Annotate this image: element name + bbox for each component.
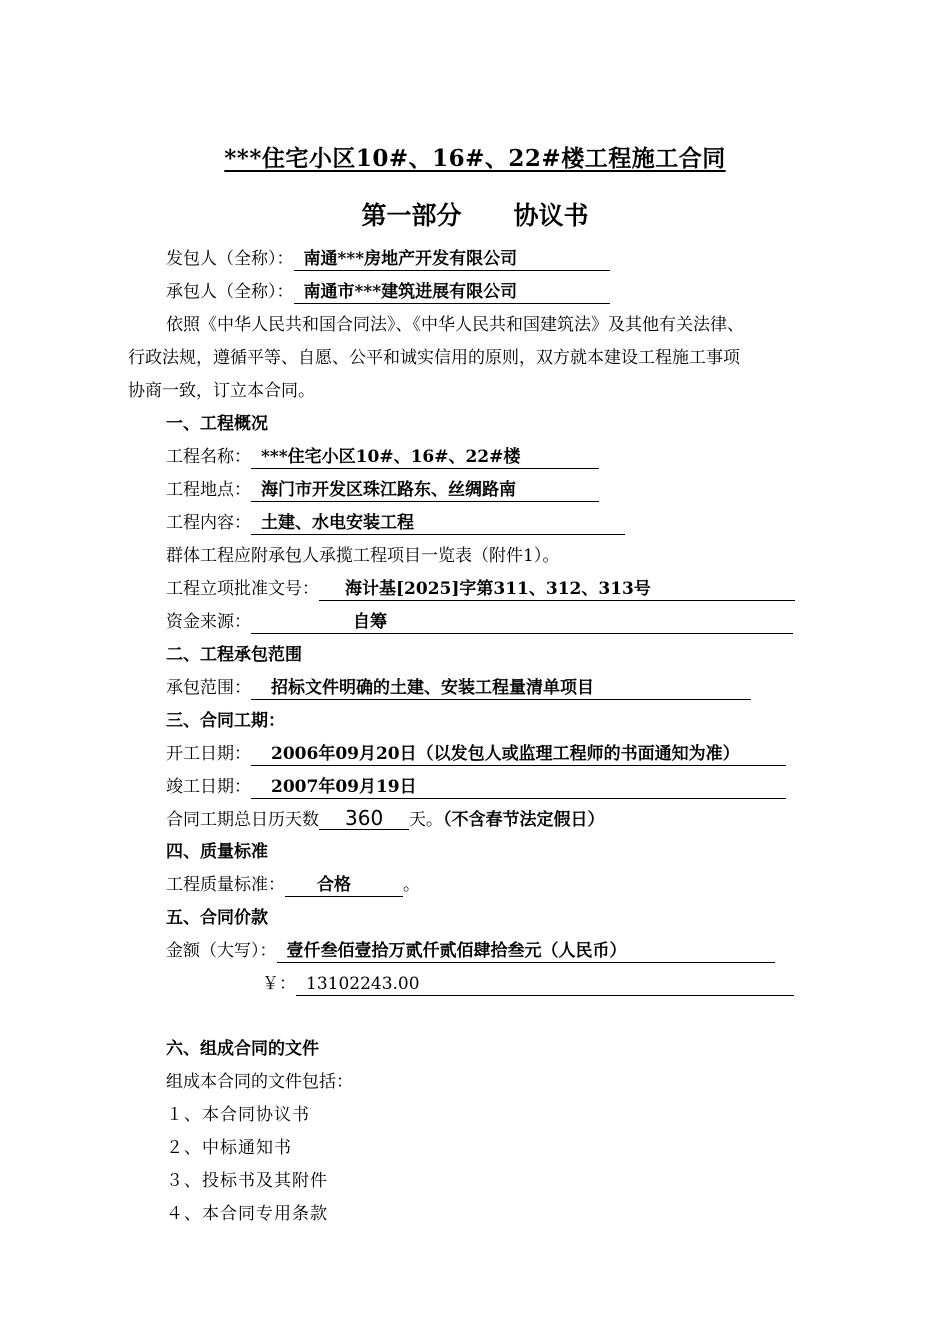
section1-heading: 一、工程概况 — [166, 414, 268, 434]
end-date-label: 竣工日期： — [166, 777, 251, 797]
funding-value: 自筹 — [251, 611, 793, 634]
scope-label: 承包范围： — [166, 678, 251, 698]
amount-figures-line — [262, 972, 794, 996]
duration-suffix: 天。 — [409, 810, 443, 830]
preamble-line-3: 协商一致，订立本合同。 — [128, 381, 315, 401]
project-location-line — [166, 478, 599, 502]
group-note: 群体工程应附承包人承揽工程项目一览表（附件1）。 — [166, 546, 560, 566]
preamble-line-1: 依照《中华人民共和国合同法》、《中华人民共和国建筑法》及其他有关法律、 — [166, 315, 744, 335]
scope-value: 招标文件明确的土建、安装工程量清单项目 — [251, 677, 751, 700]
employer-value: 南通***房地产开发有限公司 — [294, 248, 610, 271]
document-item: ４、本合同专用条款 — [166, 1204, 328, 1224]
duration-label: 合同工期总日历天数 — [166, 810, 319, 830]
amount-words-label: 金额（大写）： — [166, 941, 277, 961]
approval-line — [166, 577, 795, 601]
project-content-label: 工程内容： — [166, 513, 251, 533]
project-location-label: 工程地点： — [166, 480, 251, 500]
section3-heading: 三、合同工期： — [166, 711, 285, 731]
duration-note: （不含春节法定假日） — [443, 810, 605, 830]
project-content-line — [166, 511, 625, 535]
amount-figures-value: 13102243.00 — [296, 973, 794, 996]
document-item: １、本合同协议书 — [166, 1105, 310, 1125]
subtitle-agreement: 协议书 — [513, 201, 589, 230]
document-subtitle — [0, 196, 950, 232]
project-name-value: ***住宅小区10#、16#、22#楼 — [251, 446, 599, 469]
amount-words-value: 壹仟叁佰壹拾万贰仟贰佰肆拾叁元（人民币） — [277, 940, 775, 963]
contractor-value: 南通市***建筑进展有限公司 — [294, 281, 610, 304]
project-name-line — [166, 445, 599, 469]
approval-value: 海计基[2025]字第311、312、313号 — [319, 578, 795, 601]
duration-line — [166, 807, 605, 832]
section4-heading: 四、质量标准 — [166, 842, 268, 862]
document-title: ***住宅小区10#、16#、22#楼工程施工合同 — [224, 145, 726, 172]
funding-line — [166, 610, 793, 634]
project-location-value: 海门市开发区珠江路东、丝绸路南 — [251, 479, 599, 502]
quality-value: 合格 — [285, 874, 403, 897]
document-item: ３、投标书及其附件 — [166, 1171, 328, 1191]
employer-label: 发包人（全称）： — [166, 249, 294, 269]
section6-heading: 六、组成合同的文件 — [166, 1039, 319, 1059]
approval-label: 工程立项批准文号： — [166, 579, 319, 599]
document-item: ２、中标通知书 — [166, 1138, 292, 1158]
project-content-value: 土建、水电安装工程 — [251, 512, 625, 535]
contractor-line — [166, 280, 610, 304]
end-date-value: 2007年09月19日 — [251, 776, 786, 799]
section5-heading: 五、合同价款 — [166, 908, 268, 928]
start-date-line — [166, 742, 786, 766]
quality-label: 工程质量标准： — [166, 875, 285, 895]
start-date-value: 2006年09月20日（以发包人或监理工程师的书面通知为准） — [251, 743, 786, 766]
duration-value: 360 — [319, 807, 409, 830]
start-date-label: 开工日期： — [166, 744, 251, 764]
end-date-line — [166, 775, 786, 799]
amount-words-line — [166, 939, 775, 963]
quality-suffix: 。 — [403, 875, 420, 895]
documents-intro: 组成本合同的文件包括： — [166, 1072, 353, 1092]
amount-figures-label: ￥： — [262, 974, 296, 994]
scope-line — [166, 676, 751, 700]
subtitle-part: 第一部分 — [361, 201, 462, 230]
project-name-label: 工程名称： — [166, 447, 251, 467]
funding-label: 资金来源： — [166, 612, 251, 632]
preamble-line-2: 行政法规，遵循平等、自愿、公平和诚实信用的原则，双方就本建设工程施工事项 — [128, 348, 740, 368]
contractor-label: 承包人（全称）： — [166, 282, 294, 302]
employer-line — [166, 247, 610, 271]
section2-heading: 二、工程承包范围 — [166, 645, 302, 665]
quality-line — [166, 873, 420, 897]
